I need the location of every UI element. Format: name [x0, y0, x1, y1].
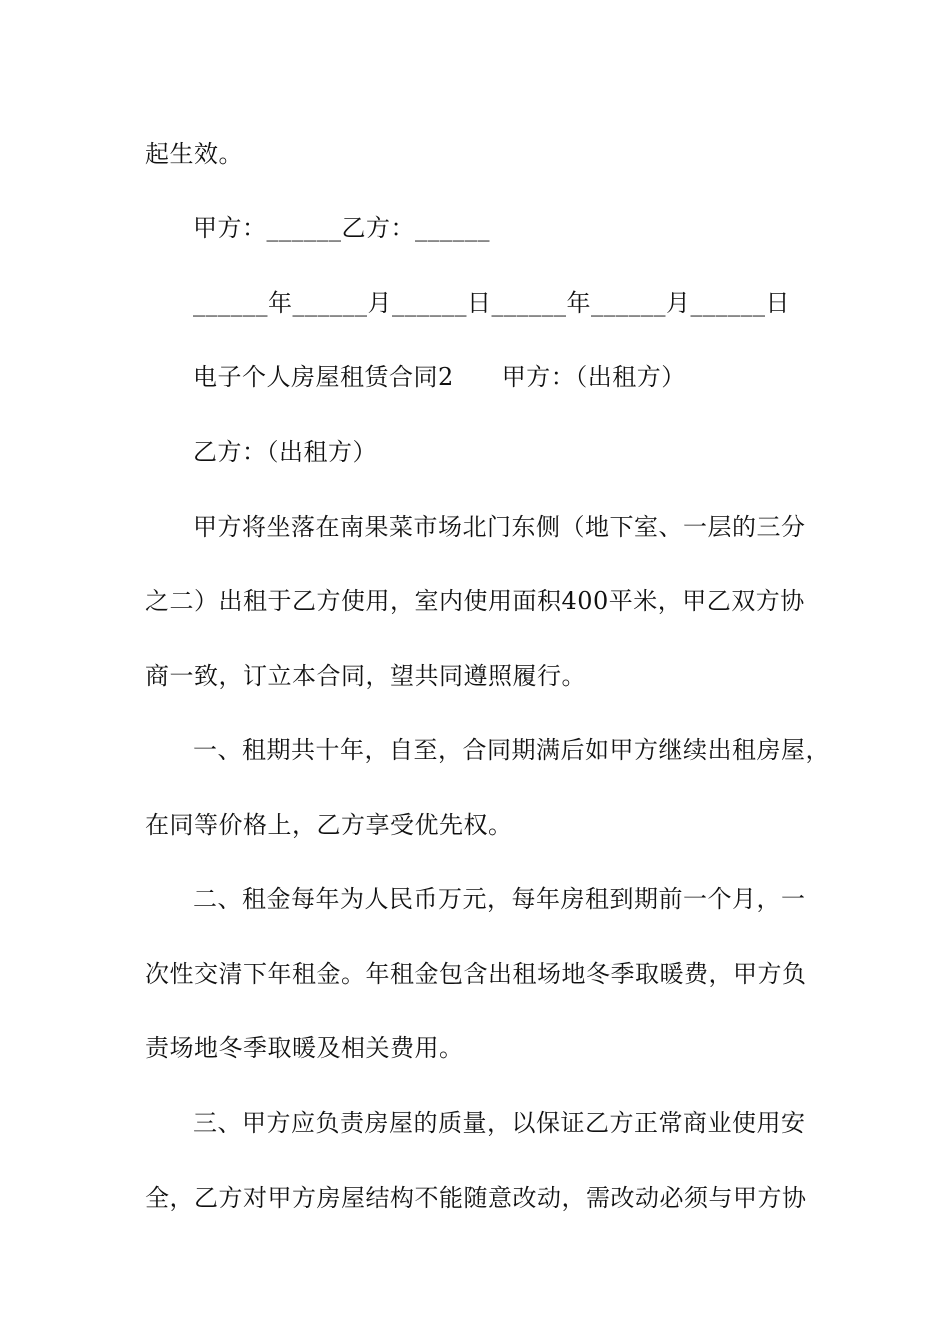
- signature-line: 甲方：______乙方：______: [193, 214, 490, 242]
- contract-heading-line: [193, 362, 863, 392]
- clause-3-line: 三、甲方应负责房屋的质量，以保证乙方正常商业使用安: [193, 1109, 806, 1137]
- text-line: 在同等价格上，乙方享受优先权。: [145, 811, 513, 839]
- text-line: 商一致，订立本合同，望共同遵照履行。: [145, 662, 586, 690]
- party-a-label: 甲方：（出租方）: [501, 363, 686, 391]
- date-line: ______年______月______日______年______月______日: [193, 289, 790, 317]
- contract-title: 电子个人房屋租赁合同2: [193, 363, 454, 391]
- party-b-label: 乙方：（出租方）: [193, 438, 377, 466]
- text-line: 全，乙方对甲方房屋结构不能随意改动，需改动必须与甲方协: [145, 1184, 807, 1212]
- clause-1-line: 一、租期共十年，自至，合同期满后如甲方继续出租房屋，: [193, 736, 830, 764]
- text-line: 之二）出租于乙方使用，室内使用面积400平米，甲乙双方协: [145, 587, 805, 615]
- text-line: 次性交清下年租金。年租金包含出租场地冬季取暖费，甲方负: [145, 960, 807, 988]
- clause-2-line: 二、租金每年为人民币万元，每年房租到期前一个月，一: [193, 885, 806, 913]
- text-line: 责场地冬季取暖及相关费用。: [145, 1034, 464, 1062]
- text-line: 起生效。: [145, 140, 243, 168]
- text-line: 甲方将坐落在南果菜市场北门东侧（地下室、一层的三分: [193, 513, 806, 541]
